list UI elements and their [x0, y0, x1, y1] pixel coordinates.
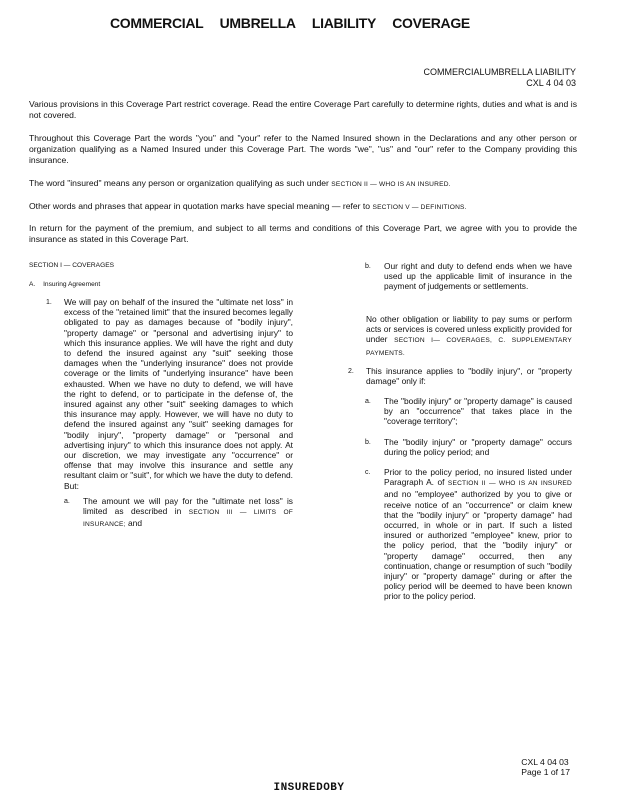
item-2a [365, 396, 572, 427]
intro-paragraph-1: Various provisions in this Coverage Part restrict coverage. Read the entire Coverage Part carefully to determine rights, duties and what is and is not covered. [29, 99, 577, 120]
item-2a-letter: a. [365, 398, 371, 405]
item-1a [64, 496, 293, 531]
footer-form-code: CXL 4 04 03 [521, 757, 569, 767]
form-header [423, 67, 576, 89]
item-1b-letter: b. [365, 263, 371, 270]
section-iii-reference: SECTION III — LIMITS OF INSURANCE; [83, 509, 294, 529]
item-2b [365, 437, 572, 458]
title-word-1: COMMERCIAL [110, 15, 204, 31]
item-2 [348, 366, 572, 387]
item-1b [365, 261, 572, 292]
title-word-2: UMBRELLA [219, 15, 296, 31]
item-2c-letter: c. [365, 469, 371, 476]
intro-paragraph-4 [29, 201, 577, 213]
page-footer [521, 757, 570, 777]
subsection-label: Insuring Agreement [43, 281, 101, 288]
item-2-number: 2. [348, 368, 354, 375]
item-2b-letter: b. [365, 439, 371, 446]
document-title [110, 15, 470, 31]
intro-paragraph-5: In return for the payment of the premium, and subject to all terms and conditions of this Coverage Part, we agree with you to provide the insurance as stated in this Coverage Part. [29, 223, 577, 244]
item-1a-letter: a. [64, 497, 70, 505]
item-1-number: 1. [46, 299, 52, 306]
subsection-heading [29, 281, 100, 288]
subsection-letter: A. [29, 281, 36, 288]
form-title: COMMERCIALUMBRELLA LIABILITY [423, 67, 576, 77]
footer-page-number: Page 1 of 17 [521, 767, 570, 777]
item-2c-text-1: Prior to the policy period, no insured listed under Paragraph A. of [384, 467, 572, 488]
section-v-reference: SECTION V — DEFINITIONS. [372, 204, 467, 211]
no-other-obligation [366, 314, 572, 359]
item-1a-text: The amount we will pay for the "ultimate net loss" is limited as described in [83, 495, 293, 517]
item-1-text: We will pay on behalf of the insured the "ultimate net loss" in excess of the "retained limit" that the insured becomes legally obligated to pay as damages because of "bodily injury", "property damage" or "personal and advertising injury" to which this insurance applies. We will have the right and duty to defend the insured against any "suit" seeking those damages when the "underlying insurance" does not provide coverage or the limits of "underlying insurance" have been exhausted. When we have no duty to defend, we will have the right to defend, or to participate in the defense of, the insured against any other "suit" seeking damages to which this insurance may apply. However, we will have no duty to defend the insured against any "suit" seeking damages for "bodily injury", "property damage" or "personal and advertising injury" to which this insurance does not apply. At our discretion, we may investigate any "occurrence" or offense that may involve this insurance and settle any resultant claim or "suit", for which we have the duty to defend. But: [64, 297, 293, 491]
section-ii-reference: SECTION II — WHO IS AN INSURED. [331, 181, 451, 188]
item-2-text: This insurance applies to "bodily injury", or "property damage" only if: [366, 366, 572, 387]
supplementary-payments-reference: SECTION I— COVERAGES, C. SUPPLEMENTARY PAYMENTS. [366, 337, 572, 357]
item-2c [365, 467, 572, 602]
intro-paragraph-2: Throughout this Coverage Part the words "you" and "your" refer to the Named Insured shown in the Declarations and any other person or organization qualifying as a Named Insured under this Coverage Part. The words "we", "us" and "our" refer to the Company providing this insurance. [29, 133, 577, 165]
item-2a-text: The "bodily injury" or "property damage" is caused by an "occurrence" that takes place in the "coverage territory"; [384, 396, 572, 427]
intro-paragraph-3 [29, 178, 577, 190]
item-2c-text-2: and no "employee" authorized by you to give or receive notice of an "occurrence" or claim knew that the "bodily injury" or "property damage" had occurred, in whole or in part. If such a listed insured or authorized "employee" knew, prior to the policy period, that the "bodily injury" or "property damage" occurred, then any continuation, change or resumption of such "bodily injury" or "property damage" during or after the policy period will be deemed to have been known prior to the policy period. [384, 489, 572, 602]
left-column [46, 297, 294, 530]
title-word-3: LIABILITY [311, 15, 377, 31]
item-2b-text: The "bodily injury" or "property damage" occurs during the policy period; and [384, 437, 572, 458]
no-other-obligation-text: No other obligation or liability to pay sums or perform acts or services is covered unless explicitly provided for under [366, 314, 572, 345]
intro-paragraph-3-text: The word "insured" means any person or organization qualifying as such under [29, 178, 332, 188]
section-heading: SECTION I — COVERAGES [29, 262, 115, 269]
watermark-stamp: INSUREDOBY [273, 782, 345, 794]
form-code: CXL 4 04 03 [526, 78, 576, 88]
item-1b-text: Our right and duty to defend ends when we have used up the applicable limit of insurance in the payment of judgements or settlements. [384, 261, 572, 292]
intro-paragraph-4-text: Other words and phrases that appear in quotation marks have special meaning — refer to [29, 201, 373, 211]
section-ii-who-reference: SECTION II — WHO IS AN INSURED [447, 480, 572, 488]
title-word-4: COVERAGE [392, 15, 470, 31]
item-1a-end: and [125, 518, 142, 529]
